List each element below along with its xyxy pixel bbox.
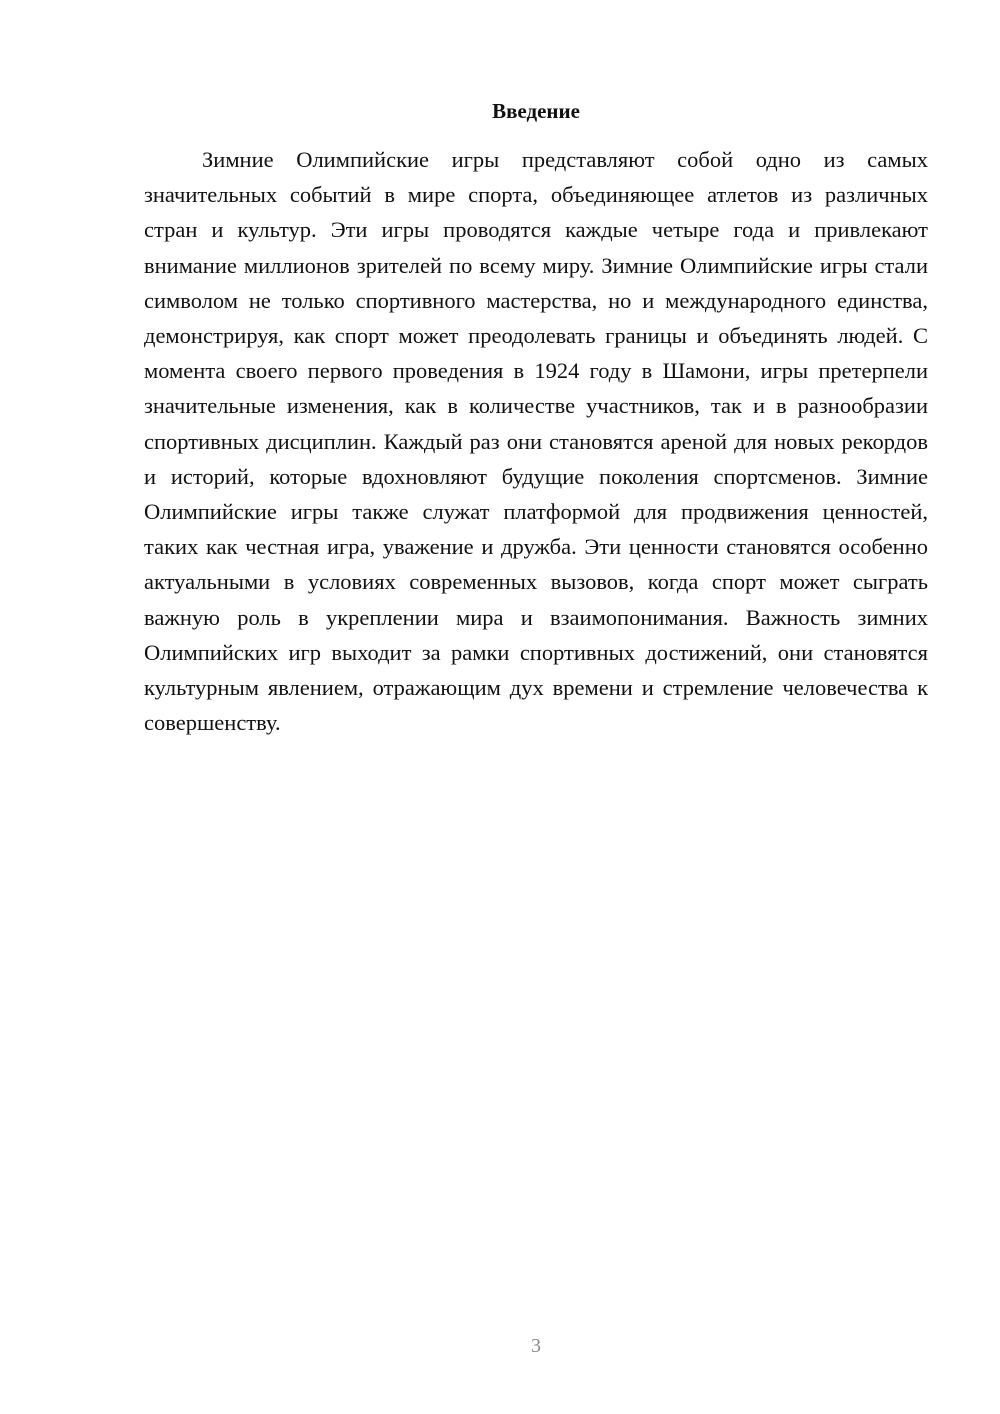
page-number: 3 [531,1335,541,1357]
section-heading: Введение [492,99,580,123]
body-paragraph: Зимние Олимпийские игры представляют собой одно из самых значительных событий в мире спорта, объединяющее атлетов из различных стран и культур. Эти игры проводятся каждые четыре года и привлекают внимание миллионов зрителей по всему миру. Зимние Олимпийские игры стали символом не только спортивного мастерства, но и международного единства, демонстрируя, как спорт может преодолевать границы и объединять людей. С момента своего первого проведения в 1924 году в Шамони, игры претерпели значительные изменения, как в количестве участников, так и в разнообразии спортивных дисциплин. Каждый раз они становятся ареной для новых рекордов и историй, которые вдохновляют будущие поколения спортсменов. Зимние Олимпийские игры также служат платформой для продвижения ценностей, таких как честная игра, уважение и дружба. Эти ценности становятся особенно актуальными в условиях современных вызовов, когда спорт может сыграть важную роль в укреплении мира и взаимопонимания. Важность зимних Олимпийских игр выходит за рамки спортивных достижений, они становятся культурным явлением, отражающим дух времени и стремление человечества к совершенству. [144,147,928,736]
